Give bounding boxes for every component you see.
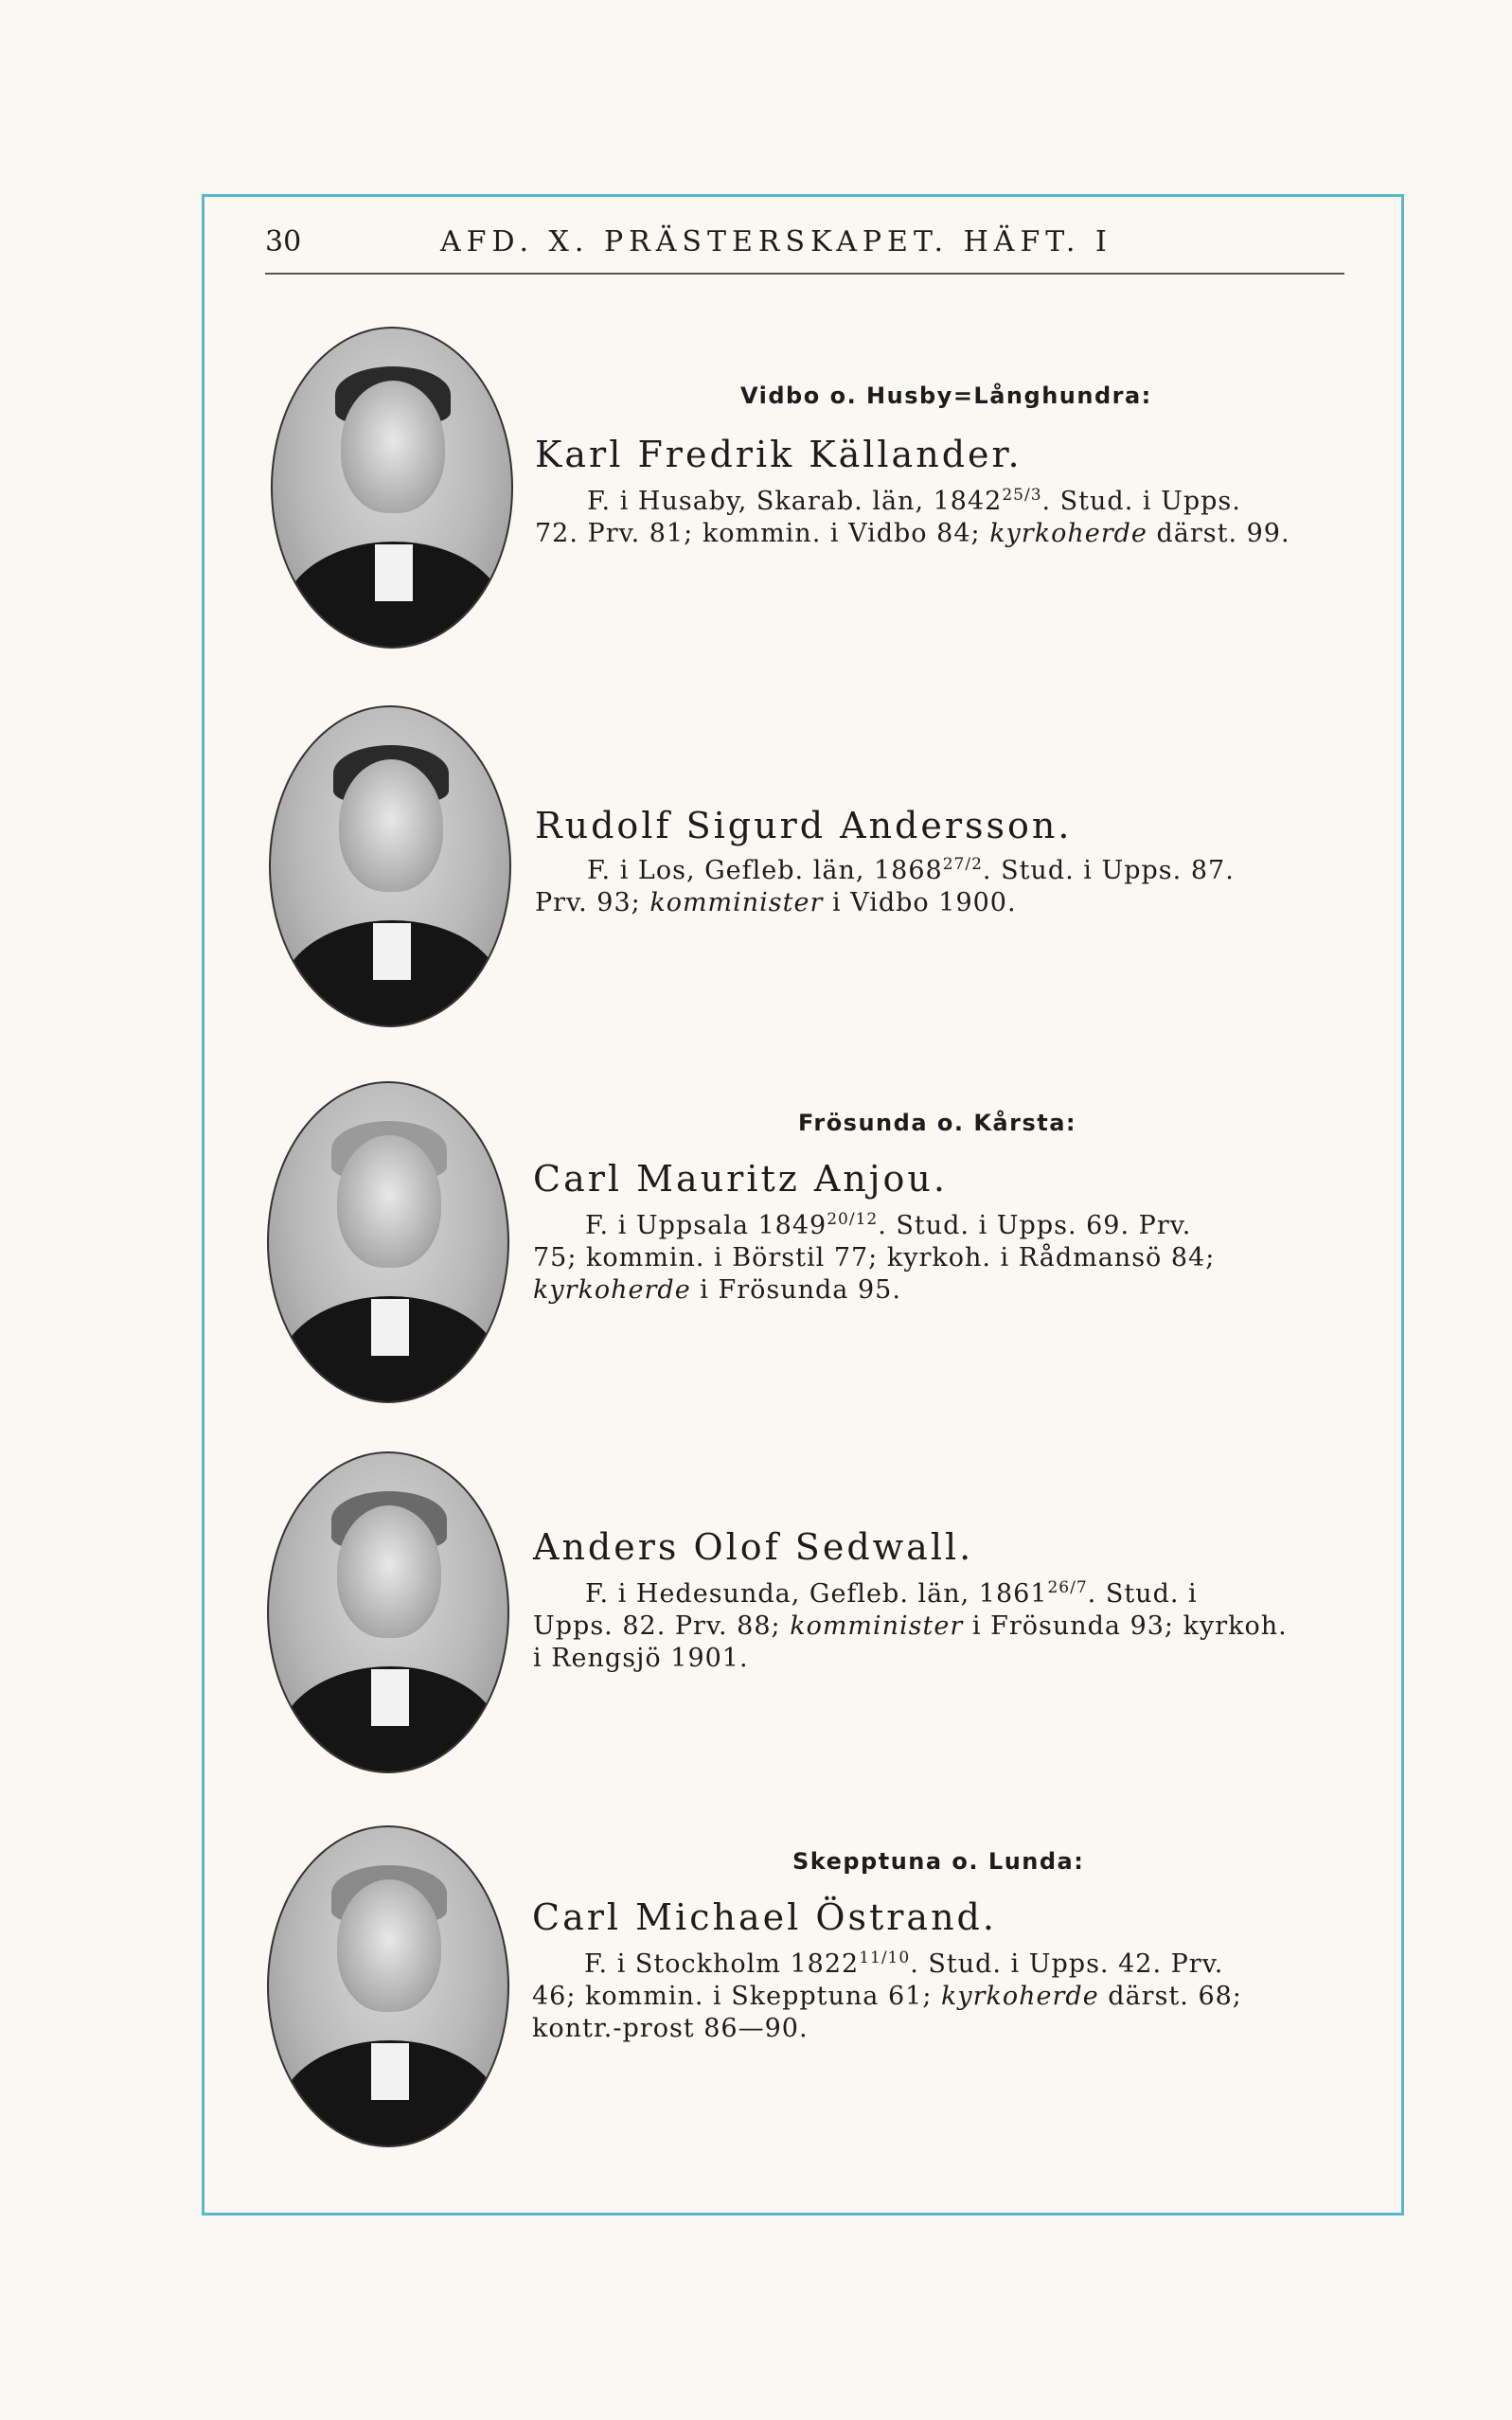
bio-line: 72. Prv. 81; kommin. i Vidbo 84; kyrkoherde därst. 99. [535, 519, 1290, 548]
portrait-image [269, 705, 511, 1027]
running-header [265, 225, 1344, 275]
biography [532, 1948, 1343, 2045]
portrait-image [267, 1825, 509, 2147]
biography [533, 1210, 1343, 1307]
biography [535, 855, 1344, 919]
page-number: 30 [265, 225, 302, 258]
bio-line: Upps. 82. Prv. 88; komminister i Frösunda 93; kyrkoh. [533, 1611, 1288, 1641]
person-name: Carl Mauritz Anjou. [533, 1158, 948, 1200]
portrait-image [267, 1451, 509, 1773]
parish-heading: Vidbo o. Husby=Långhundra: [740, 383, 1152, 409]
bio-line: F. i Uppsala $1849^{20/12}$. Stud. i Upps. 69. Prv. [585, 1210, 1192, 1240]
biography [533, 1578, 1343, 1675]
person-name: Carl Michael Östrand. [532, 1896, 997, 1938]
person-name: Anders Olof Sedwall. [533, 1526, 974, 1568]
running-title: AFD. X. PRÄSTERSKAPET. HÄFT. I [440, 225, 1112, 258]
parish-heading: Skepptuna o. Lunda: [792, 1848, 1085, 1875]
bio-line: F. i Husaby, Skarab. län, $1842^{25/3}$. Stud. i Upps. [587, 486, 1241, 516]
parish-heading: Frösunda o. Kårsta: [798, 1110, 1077, 1136]
bio-line: 75; kommin. i Börstil 77; kyrkoh. i Rådmansö 84; [533, 1243, 1216, 1272]
portrait-image [271, 327, 513, 649]
bio-line: Prv. 93; komminister i Vidbo 1900. [535, 888, 1017, 917]
bio-line: 46; kommin. i Skepptuna 61; kyrkoherde därst. 68; [532, 1982, 1242, 2011]
bio-line: F. i Los, Gefleb. län, $1868^{27/2}$. Stud. i Upps. 87. [587, 855, 1235, 885]
bio-line: i Rengsjö 1901. [533, 1644, 749, 1673]
bio-line: kontr.-prost 86—90. [532, 2014, 809, 2043]
biography [535, 486, 1344, 550]
person-name: Karl Fredrik Källander. [535, 434, 1023, 475]
bio-line: F. i Hedesunda, Gefleb. län, $1861^{26/7}$. Stud. i [585, 1578, 1198, 1609]
person-name: Rudolf Sigurd Andersson. [535, 805, 1073, 846]
bio-line: kyrkoherde i Frösunda 95. [533, 1275, 901, 1305]
bio-line: F. i Stockholm $1822^{11/10}$. Stud. i Upps. 42. Prv. [584, 1948, 1224, 1979]
portrait-image [267, 1081, 509, 1403]
